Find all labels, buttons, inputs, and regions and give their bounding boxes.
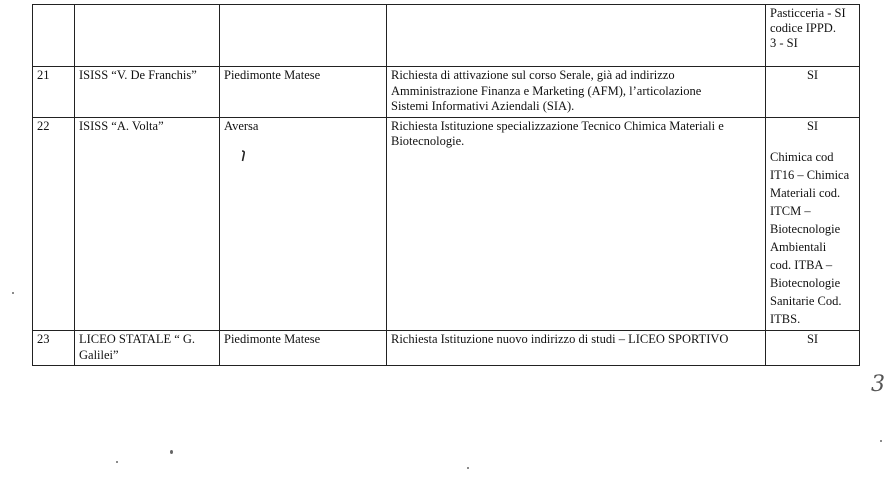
outcome-line: Pasticceria - SI [770,6,846,20]
outcome-detail-line: ITBS. [770,312,801,326]
table-row [33,117,860,331]
cell-number: 22 [33,117,75,331]
cell-request: Richiesta Istituzione specializzazione Tecnico Chimica Materiali e Biotecnologie. [387,117,766,331]
cell-city [220,5,387,67]
outcome-detail-line: IT16 – Chimica [770,168,850,182]
outcome-detail-line: ITCM – [770,204,811,218]
ink-mark-icon [240,150,246,162]
outcome-line: 3 - SI [770,36,798,50]
outcome-detail-line: cod. ITBA – [770,258,833,272]
scan-speck [170,450,173,454]
cell-city: Piedimonte Matese [220,67,387,118]
scan-speck [116,461,118,463]
outcome-detail-line: Chimica cod [770,150,834,164]
scan-speck [880,440,882,442]
cell-city: Aversa [220,117,387,331]
cell-outcome: SI [766,67,860,118]
scan-speck [467,467,469,469]
outcome-detail-line: Biotecnologie [770,276,841,290]
outcome-detail-line: Sanitarie Cod. [770,294,842,308]
cell-outcome [766,5,860,67]
outcome-detail [770,148,855,328]
page-number-mark: 3 [871,372,885,397]
requests-table [32,4,860,366]
cell-school: ISISS “A. Volta” [75,117,220,331]
cell-outcome: SI [766,331,860,366]
cell-request: Richiesta Istituzione nuovo indirizzo di studi – LICEO SPORTIVO [387,331,766,366]
outcome-value: SI [806,118,819,133]
cell-city: Piedimonte Matese [220,331,387,366]
scan-speck [12,292,14,294]
cell-number [33,5,75,67]
table-row [33,67,860,118]
cell-school: ISISS “V. De Franchis” [75,67,220,118]
cell-school [75,5,220,67]
cell-request [387,5,766,67]
outcome-detail-line: Materiali cod. [770,186,841,200]
cell-number: 23 [33,331,75,366]
cell-number: 21 [33,67,75,118]
cell-request: Richiesta di attivazione sul corso Serale, già ad indirizzo Amministrazione Finanza e Marketing (AFM), l’articolazione Sistemi Informativi Aziendali (SIA). [387,67,766,118]
outcome-detail-line: Biotecnologie [770,222,841,236]
table-row [33,5,860,67]
cell-school: LICEO STATALE “ G. Galilei” [75,331,220,366]
table-row [33,331,860,366]
outcome-detail-line: Ambientali [770,240,827,254]
outcome-line: codice IPPD. [770,21,836,35]
cell-outcome [766,117,860,331]
